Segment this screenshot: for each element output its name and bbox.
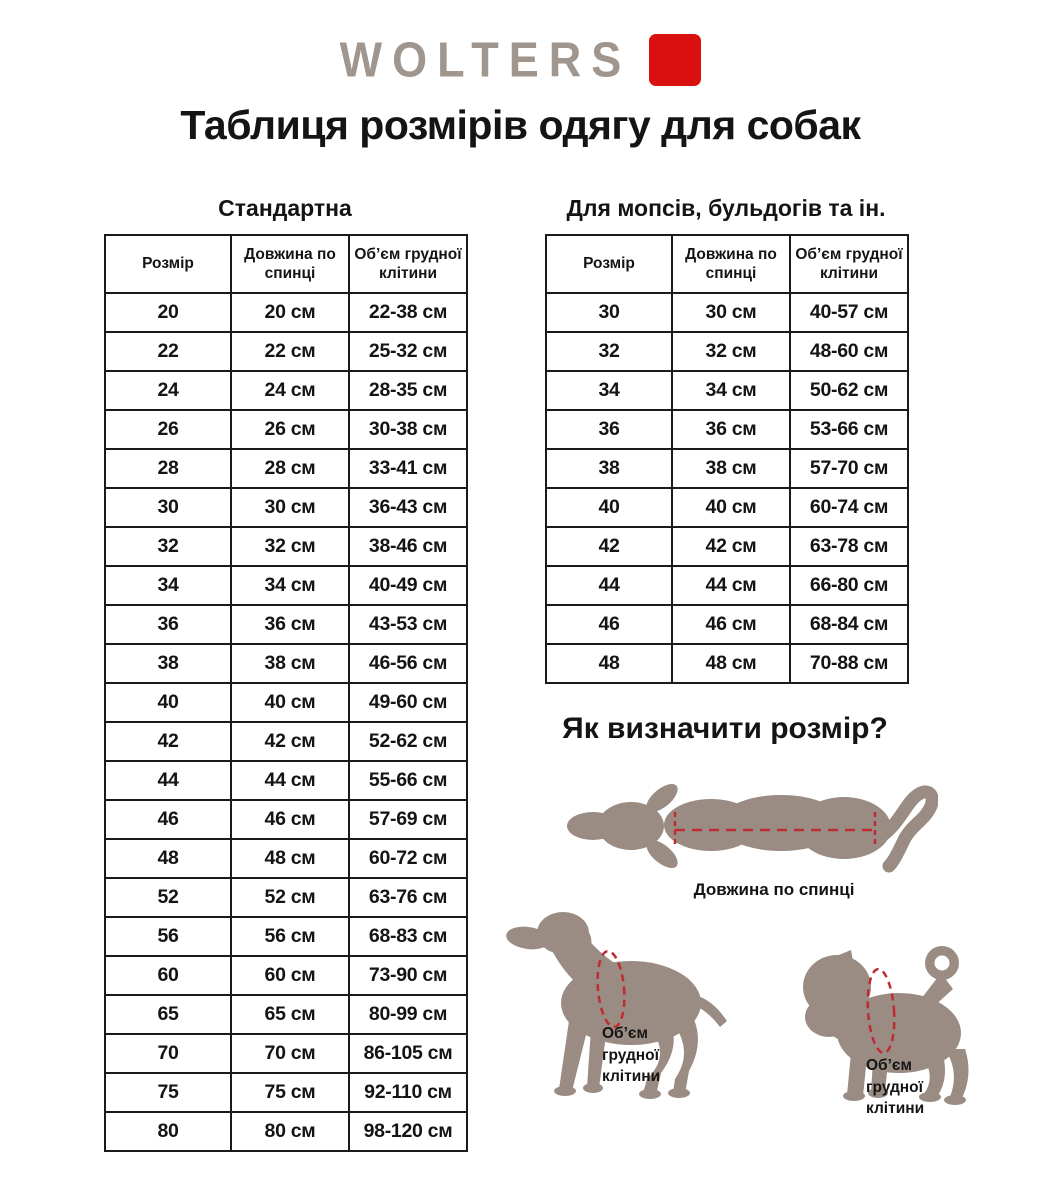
table-cell: 60 [105,956,231,995]
standard-size-table [104,234,468,1152]
table-cell: 40 см [672,488,790,527]
table-cell: 57-70 см [790,449,908,488]
table-row [105,1034,467,1073]
table-cell: 42 см [672,527,790,566]
table-cell: 36-43 см [349,488,467,527]
table-cell: 42 [546,527,672,566]
table-cell: 44 см [672,566,790,605]
table-cell: 60 см [231,956,349,995]
table-cell: 49-60 см [349,683,467,722]
table-cell: 32 см [672,332,790,371]
table-cell: 75 [105,1073,231,1112]
table-cell: 46-56 см [349,644,467,683]
table-cell: 80 [105,1112,231,1151]
table-cell: 32 см [231,527,349,566]
table-cell: 34 [105,566,231,605]
table-cell: 63-76 см [349,878,467,917]
table-cell: 34 см [231,566,349,605]
table-row [105,1073,467,1112]
table-cell: 63-78 см [790,527,908,566]
table-cell: 20 [105,293,231,332]
standard-table-title: Стандартна [218,195,352,221]
table-cell: 26 см [231,410,349,449]
table-cell: 98-120 см [349,1112,467,1151]
table-cell: 22-38 см [349,293,467,332]
column-header: Об’єм грудної клітини [790,235,908,293]
table-cell: 38 [546,449,672,488]
table-cell: 42 см [231,722,349,761]
table-cell: 22 [105,332,231,371]
table-row [105,722,467,761]
table-cell: 43-53 см [349,605,467,644]
table-cell: 44 см [231,761,349,800]
table-row [105,605,467,644]
table-cell: 40-57 см [790,293,908,332]
table-cell: 28 [105,449,231,488]
table-cell: 48 [546,644,672,683]
table-row [546,332,908,371]
table-row [105,995,467,1034]
table-cell: 46 [105,800,231,839]
chest-girth-label-2: Об’єм грудної клітини [866,1057,925,1118]
table-cell: 46 [546,605,672,644]
table-cell: 52 [105,878,231,917]
table-row [546,293,908,332]
table-cell: 24 [105,371,231,410]
table-cell: 40 [546,488,672,527]
table-row [105,839,467,878]
table-cell: 52 см [231,878,349,917]
table-row [105,761,467,800]
table-cell: 38 см [672,449,790,488]
table-row [546,488,908,527]
header-row [546,235,908,293]
dog-top-view-illustration [563,768,938,883]
pug-bulldog-table-title: Для мопсів, бульдогів та ін. [566,195,886,221]
table-cell: 42 [105,722,231,761]
table-cell: 30 см [231,488,349,527]
how-to-measure-title: Як визначити розмір? [562,712,888,745]
column-header: Об’єм грудної клітини [349,235,467,293]
table-row [105,644,467,683]
brand-logo [0,31,1041,88]
table-cell: 36 [105,605,231,644]
table-row [105,332,467,371]
table-cell: 44 [546,566,672,605]
table-cell: 46 см [231,800,349,839]
table-row [105,449,467,488]
table-cell: 30 [546,293,672,332]
table-cell: 24 см [231,371,349,410]
table-row [105,683,467,722]
table-cell: 30 см [672,293,790,332]
table-cell: 48-60 см [790,332,908,371]
table-cell: 38-46 см [349,527,467,566]
table-cell: 33-41 см [349,449,467,488]
table-row [546,605,908,644]
table-cell: 30-38 см [349,410,467,449]
table-cell: 32 [105,527,231,566]
table-cell: 80 см [231,1112,349,1151]
table-cell: 57-69 см [349,800,467,839]
table-cell: 66-80 см [790,566,908,605]
table-cell: 52-62 см [349,722,467,761]
dog-tail-shape [875,792,932,866]
table-row [105,488,467,527]
table-cell: 28-35 см [349,371,467,410]
table-cell: 26 [105,410,231,449]
table-row [105,917,467,956]
table-cell: 36 см [672,410,790,449]
table-cell: 70-88 см [790,644,908,683]
table-cell: 60-74 см [790,488,908,527]
table-cell: 68-84 см [790,605,908,644]
table-cell: 53-66 см [790,410,908,449]
table-cell: 40 [105,683,231,722]
table-cell: 60-72 см [349,839,467,878]
header-row [105,235,467,293]
table-cell: 32 [546,332,672,371]
table-cell: 34 см [672,371,790,410]
table-cell: 48 см [231,839,349,878]
page-title: Таблиця розмірів одягу для собак [180,102,861,148]
table-cell: 25-32 см [349,332,467,371]
table-row [105,527,467,566]
table-row [546,449,908,488]
chest-girth-label-1: Об’єм грудної клітини [602,1025,661,1086]
table-cell: 70 [105,1034,231,1073]
table-cell: 28 см [231,449,349,488]
table-row [546,566,908,605]
table-cell: 75 см [231,1073,349,1112]
table-row [546,644,908,683]
table-cell: 65 см [231,995,349,1034]
table-cell: 38 см [231,644,349,683]
table-row [105,800,467,839]
table-row [105,878,467,917]
table-row [546,410,908,449]
table-cell: 20 см [231,293,349,332]
table-row [105,1112,467,1151]
table-cell: 36 см [231,605,349,644]
table-row [105,371,467,410]
table-cell: 22 см [231,332,349,371]
back-length-label: Довжина по спинці [693,880,855,899]
table-cell: 86-105 см [349,1034,467,1073]
standard-size-table-section [104,195,466,1152]
table-cell: 30 [105,488,231,527]
table-cell: 40-49 см [349,566,467,605]
table-cell: 73-90 см [349,956,467,995]
column-header: Розмір [105,235,231,293]
table-cell: 50-62 см [790,371,908,410]
table-cell: 92-110 см [349,1073,467,1112]
table-row [105,956,467,995]
table-cell: 56 см [231,917,349,956]
pug-bulldog-size-table-section [545,195,907,684]
table-cell: 38 [105,644,231,683]
table-cell: 34 [546,371,672,410]
table-row [546,527,908,566]
table-cell: 36 [546,410,672,449]
column-header: Розмір [546,235,672,293]
table-cell: 40 см [231,683,349,722]
table-row [105,566,467,605]
table-cell: 68-83 см [349,917,467,956]
table-row [105,293,467,332]
table-row [546,371,908,410]
table-cell: 48 см [672,644,790,683]
table-cell: 46 см [672,605,790,644]
table-cell: 48 [105,839,231,878]
table-cell: 80-99 см [349,995,467,1034]
column-header: Довжина по спинці [231,235,349,293]
table-row [105,410,467,449]
table-cell: 65 [105,995,231,1034]
brand-logo-text: WOLTERS [339,31,632,88]
brand-logo-mark-icon [649,34,701,86]
table-cell: 44 [105,761,231,800]
table-cell: 56 [105,917,231,956]
table-cell: 70 см [231,1034,349,1073]
pug-bulldog-size-table [545,234,909,684]
table-cell: 55-66 см [349,761,467,800]
column-header: Довжина по спинці [672,235,790,293]
